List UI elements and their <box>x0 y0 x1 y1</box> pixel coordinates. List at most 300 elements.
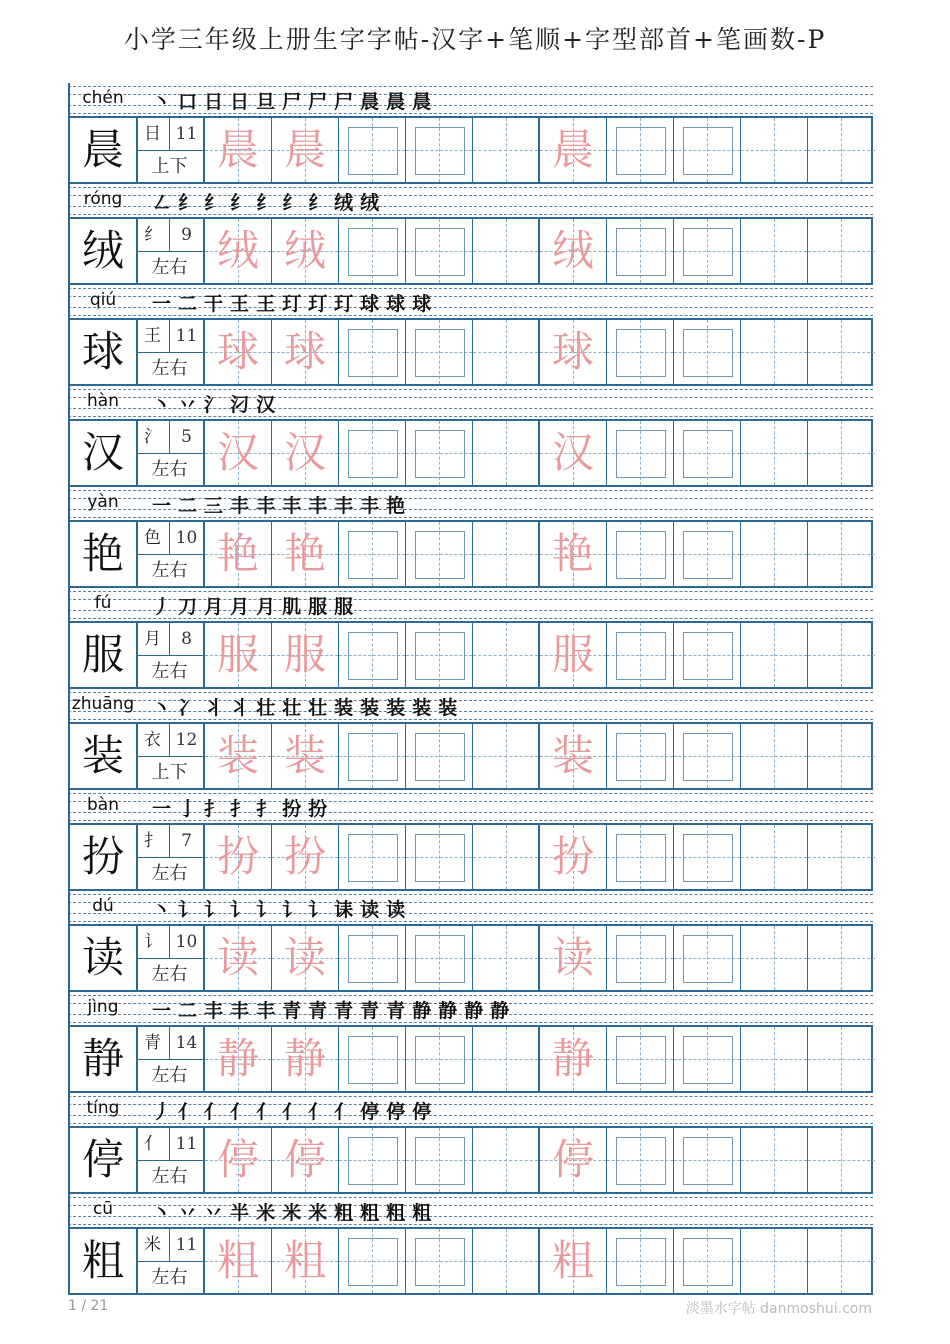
practice-cell <box>339 219 406 283</box>
practice-sheet <box>68 83 873 1295</box>
model-character: 静 <box>70 1027 138 1091</box>
stroke-step: 青 <box>360 1000 380 1022</box>
stroke-order-row <box>68 386 873 419</box>
stroke-step: 绒 <box>360 192 380 214</box>
stroke-order-row <box>68 285 873 318</box>
stroke-step: 三 <box>204 495 224 517</box>
char-entry <box>68 689 873 790</box>
practice-grid <box>68 419 873 487</box>
char-entry <box>68 386 873 487</box>
guide-line <box>506 522 507 586</box>
practice-cell <box>674 825 741 889</box>
stroke-step: 青 <box>386 1000 406 1022</box>
inner-square <box>415 430 465 478</box>
char-entry <box>68 487 873 588</box>
practice-cell <box>808 623 875 687</box>
trace-cell <box>205 1128 272 1192</box>
practice-cell <box>339 421 406 485</box>
stroke-sequence <box>152 88 438 114</box>
radical: 亻 <box>136 1128 170 1161</box>
trace-character: 停 <box>283 1135 326 1184</box>
radical: 讠 <box>136 926 170 959</box>
inner-square <box>616 632 666 680</box>
guide-line <box>506 724 507 788</box>
trace-cell <box>205 219 272 283</box>
inner-square <box>348 1036 398 1084</box>
stroke-step: 尸 <box>308 91 328 113</box>
trace-cell <box>540 825 607 889</box>
stroke-step: 丶 <box>152 697 172 719</box>
pinyin-box <box>68 992 134 1025</box>
stroke-step: 讠 <box>178 899 198 921</box>
practice-cell <box>406 1027 473 1091</box>
practice-cell <box>339 926 406 990</box>
practice-cell <box>741 1229 808 1293</box>
stroke-step: 亻 <box>282 1101 302 1123</box>
practice-cell <box>674 522 741 586</box>
stroke-count: 12 <box>170 724 203 757</box>
stroke-step: 王 <box>256 293 276 315</box>
guide-line <box>506 825 507 889</box>
practice-cell <box>406 522 473 586</box>
stroke-step: 晨 <box>412 91 432 113</box>
trace-cell <box>272 825 339 889</box>
trace-character: 晨 <box>283 125 326 174</box>
stroke-step: 艳 <box>386 495 406 517</box>
stroke-step: 讠 <box>204 899 224 921</box>
practice-cell <box>339 825 406 889</box>
trace-cell <box>205 1229 272 1293</box>
stroke-step: 丰 <box>360 495 380 517</box>
stroke-step: 旦 <box>256 91 276 113</box>
stroke-step: 服 <box>308 596 328 618</box>
stroke-step: 亻 <box>256 1101 276 1123</box>
inner-square <box>683 1036 733 1084</box>
practice-cell <box>741 623 808 687</box>
practice-cell <box>808 219 875 283</box>
inner-square <box>348 531 398 579</box>
stroke-count: 11 <box>170 1128 203 1161</box>
practice-cell <box>808 320 875 384</box>
radical: 色 <box>136 522 170 555</box>
practice-cell <box>741 522 808 586</box>
practice-cell <box>473 724 540 788</box>
model-character: 扮 <box>70 825 138 889</box>
stroke-step: 停 <box>360 1101 380 1123</box>
practice-cell <box>607 219 674 283</box>
stroke-count: 9 <box>170 219 203 252</box>
inner-square <box>616 430 666 478</box>
trace-character: 服 <box>283 630 326 679</box>
practice-cell <box>741 118 808 182</box>
radical: 氵 <box>136 421 170 454</box>
guide-line <box>774 825 775 889</box>
inner-square <box>683 430 733 478</box>
practice-cell <box>674 623 741 687</box>
practice-cell <box>406 320 473 384</box>
practice-cell <box>607 522 674 586</box>
stroke-order-row <box>68 689 873 722</box>
practice-cell <box>741 320 808 384</box>
inner-square <box>415 733 465 781</box>
model-character: 球 <box>70 320 138 384</box>
guide-line <box>506 623 507 687</box>
trace-character: 装 <box>551 731 594 780</box>
stroke-step: 丷 <box>204 1202 224 1224</box>
stroke-sequence <box>152 391 282 417</box>
guide-line <box>774 1229 775 1293</box>
guide-line <box>506 118 507 182</box>
trace-cell <box>205 522 272 586</box>
trace-cell <box>540 522 607 586</box>
guide-line <box>841 1027 842 1091</box>
stroke-sequence <box>152 492 412 518</box>
guide-line <box>774 1027 775 1091</box>
inner-square <box>616 228 666 276</box>
stroke-step: 一 <box>152 1000 172 1022</box>
practice-cell <box>808 421 875 485</box>
stroke-step: 青 <box>308 1000 328 1022</box>
stroke-step: 静 <box>464 1000 484 1022</box>
practice-cell <box>473 926 540 990</box>
guide-line <box>774 1128 775 1192</box>
guide-line <box>506 1229 507 1293</box>
inner-square <box>683 531 733 579</box>
practice-cell <box>808 926 875 990</box>
trace-character: 停 <box>551 1135 594 1184</box>
inner-square <box>683 834 733 882</box>
practice-cell <box>339 320 406 384</box>
char-entry <box>68 891 873 992</box>
char-entry <box>68 992 873 1093</box>
trace-character: 球 <box>216 327 259 376</box>
trace-character: 绒 <box>551 226 594 275</box>
inner-square <box>348 1238 398 1286</box>
model-character: 服 <box>70 623 138 687</box>
stroke-order-row <box>68 487 873 520</box>
stroke-step: 扮 <box>282 798 302 820</box>
brand-watermark: 淡墨水字帖 danmoshui.com <box>685 1301 872 1317</box>
practice-grid <box>68 621 873 689</box>
stroke-step: 讠 <box>308 899 328 921</box>
trace-character: 艳 <box>551 529 594 578</box>
stroke-step: 装 <box>386 697 406 719</box>
guide-line <box>841 219 842 283</box>
stroke-step: 晨 <box>386 91 406 113</box>
stroke-step: 月 <box>230 596 250 618</box>
practice-cell <box>607 320 674 384</box>
practice-grid <box>68 722 873 790</box>
char-structure: 左右 <box>151 459 188 480</box>
trace-character: 粗 <box>551 1236 594 1285</box>
stroke-step: 丷 <box>178 394 198 416</box>
stroke-sequence <box>152 694 464 720</box>
stroke-step: 玎 <box>334 293 354 315</box>
stroke-step: 米 <box>282 1202 302 1224</box>
trace-cell <box>205 421 272 485</box>
guide-line <box>841 320 842 384</box>
inner-square <box>616 1137 666 1185</box>
trace-character: 读 <box>216 933 259 982</box>
stroke-step: 汈 <box>230 394 250 416</box>
stroke-step: 纟 <box>178 192 198 214</box>
inner-square <box>348 834 398 882</box>
practice-cell <box>674 421 741 485</box>
inner-square <box>348 632 398 680</box>
stroke-step: 王 <box>230 293 250 315</box>
trace-cell <box>272 118 339 182</box>
stroke-step: 停 <box>412 1101 432 1123</box>
trace-cell <box>540 118 607 182</box>
stroke-step: ㇜ <box>152 192 172 214</box>
stroke-order-row <box>68 83 873 116</box>
practice-cell <box>808 724 875 788</box>
practice-cell <box>741 421 808 485</box>
pinyin-box <box>68 285 134 318</box>
trace-character: 静 <box>216 1034 259 1083</box>
practice-cell <box>607 118 674 182</box>
model-character: 晨 <box>70 118 138 182</box>
stroke-step: 一 <box>152 293 172 315</box>
trace-character: 绒 <box>216 226 259 275</box>
stroke-step: 丿 <box>152 596 172 618</box>
trace-character: 扮 <box>283 832 326 881</box>
trace-character: 晨 <box>551 125 594 174</box>
char-structure: 左右 <box>151 1166 188 1187</box>
stroke-step: 绒 <box>334 192 354 214</box>
stroke-count: 10 <box>170 926 203 959</box>
practice-cell <box>741 219 808 283</box>
trace-character: 汉 <box>551 428 594 477</box>
inner-square <box>415 1137 465 1185</box>
stroke-step: 日 <box>230 91 250 113</box>
practice-cell <box>674 219 741 283</box>
guide-line <box>841 1128 842 1192</box>
pinyin: yàn <box>87 492 119 512</box>
radical: 米 <box>136 1229 170 1262</box>
stroke-step: 静 <box>490 1000 510 1022</box>
guide-line <box>774 320 775 384</box>
guide-line <box>506 1128 507 1192</box>
model-character: 艳 <box>70 522 138 586</box>
practice-cell <box>808 825 875 889</box>
trace-character: 球 <box>283 327 326 376</box>
stroke-step: 汉 <box>256 394 276 416</box>
stroke-step: 亻 <box>230 1101 250 1123</box>
stroke-step: 壮 <box>282 697 302 719</box>
stroke-step: 读 <box>386 899 406 921</box>
stroke-step: 丬 <box>230 697 250 719</box>
practice-cell <box>674 1128 741 1192</box>
practice-cell <box>339 1229 406 1293</box>
pinyin-box <box>68 487 134 520</box>
stroke-step: 服 <box>334 596 354 618</box>
practice-cell <box>674 724 741 788</box>
stroke-step: 壮 <box>308 697 328 719</box>
guide-line <box>506 926 507 990</box>
practice-cell <box>741 825 808 889</box>
practice-cell <box>741 1027 808 1091</box>
stroke-step: 粗 <box>386 1202 406 1224</box>
radical: 青 <box>136 1027 170 1060</box>
pinyin-box <box>68 891 134 924</box>
practice-cell <box>406 421 473 485</box>
stroke-step: 亻 <box>334 1101 354 1123</box>
trace-character: 绒 <box>283 226 326 275</box>
trace-cell <box>272 320 339 384</box>
practice-cell <box>808 1027 875 1091</box>
guide-line <box>506 1027 507 1091</box>
inner-square <box>616 329 666 377</box>
inner-square <box>683 228 733 276</box>
stroke-step: 装 <box>412 697 432 719</box>
trace-cell <box>540 320 607 384</box>
stroke-step: 丰 <box>256 495 276 517</box>
inner-square <box>415 228 465 276</box>
stroke-count: 10 <box>170 522 203 555</box>
pinyin: hàn <box>87 391 119 411</box>
practice-grid <box>68 520 873 588</box>
stroke-step: 扌 <box>230 798 250 820</box>
stroke-step: 丿 <box>152 1101 172 1123</box>
stroke-order-row <box>68 891 873 924</box>
guide-line <box>774 623 775 687</box>
pinyin: dú <box>92 896 114 916</box>
pinyin-box <box>68 1093 134 1126</box>
pinyin: zhuāng <box>71 694 135 714</box>
stroke-step: 丶 <box>152 394 172 416</box>
stroke-step: 丷 <box>178 1202 198 1224</box>
practice-cell <box>607 926 674 990</box>
guide-line <box>774 219 775 283</box>
stroke-step: 装 <box>334 697 354 719</box>
trace-character: 粗 <box>216 1236 259 1285</box>
stroke-order-row <box>68 1093 873 1126</box>
guide-line <box>774 724 775 788</box>
char-structure: 左右 <box>151 358 188 379</box>
trace-character: 汉 <box>283 428 326 477</box>
stroke-step: 一 <box>152 798 172 820</box>
char-structure: 左右 <box>151 257 188 278</box>
practice-cell <box>473 219 540 283</box>
practice-cell <box>473 623 540 687</box>
trace-character: 晨 <box>216 125 259 174</box>
inner-square <box>683 1137 733 1185</box>
trace-character: 读 <box>551 933 594 982</box>
pinyin-box <box>68 588 134 621</box>
stroke-step: 讠 <box>282 899 302 921</box>
inner-square <box>348 733 398 781</box>
stroke-step: 静 <box>438 1000 458 1022</box>
trace-cell <box>540 219 607 283</box>
stroke-step: 亻 <box>204 1101 224 1123</box>
practice-cell <box>473 1128 540 1192</box>
trace-cell <box>205 623 272 687</box>
stroke-step: 玎 <box>308 293 328 315</box>
practice-grid <box>68 318 873 386</box>
practice-cell <box>674 320 741 384</box>
practice-cell <box>473 1027 540 1091</box>
practice-grid <box>68 217 873 285</box>
stroke-step: 一 <box>152 495 172 517</box>
char-entry <box>68 1093 873 1194</box>
stroke-sequence <box>152 290 438 316</box>
inner-square <box>348 430 398 478</box>
pinyin: qiú <box>89 290 117 310</box>
inner-square <box>616 531 666 579</box>
inner-square <box>616 1036 666 1084</box>
practice-cell <box>339 1027 406 1091</box>
practice-cell <box>607 1128 674 1192</box>
guide-line <box>506 320 507 384</box>
trace-character: 艳 <box>283 529 326 578</box>
char-structure: 左右 <box>151 1267 188 1288</box>
stroke-step: 装 <box>438 697 458 719</box>
trace-cell <box>205 926 272 990</box>
inner-square <box>683 329 733 377</box>
practice-cell <box>339 118 406 182</box>
inner-square <box>616 935 666 983</box>
guide-line <box>841 926 842 990</box>
practice-cell <box>741 926 808 990</box>
char-info <box>136 825 205 889</box>
trace-cell <box>205 724 272 788</box>
practice-cell <box>406 623 473 687</box>
stroke-sequence <box>152 997 516 1023</box>
stroke-step: 晨 <box>360 91 380 113</box>
practice-cell <box>406 118 473 182</box>
trace-character: 球 <box>551 327 594 376</box>
inner-square <box>415 1238 465 1286</box>
char-entry <box>68 83 873 184</box>
stroke-sequence <box>152 1098 438 1124</box>
stroke-step: 纟 <box>204 192 224 214</box>
practice-grid <box>68 116 873 184</box>
char-info <box>136 421 205 485</box>
char-structure: 左右 <box>151 1065 188 1086</box>
stroke-step: 玎 <box>282 293 302 315</box>
pinyin-box <box>68 184 134 217</box>
practice-cell <box>674 118 741 182</box>
practice-cell <box>473 118 540 182</box>
trace-character: 粗 <box>283 1236 326 1285</box>
model-character: 绒 <box>70 219 138 283</box>
practice-cell <box>406 825 473 889</box>
stroke-step: 青 <box>282 1000 302 1022</box>
char-info <box>136 926 205 990</box>
inner-square <box>415 531 465 579</box>
practice-cell <box>339 1128 406 1192</box>
pinyin: fú <box>94 593 112 613</box>
trace-cell <box>272 1229 339 1293</box>
stroke-step: 读 <box>360 899 380 921</box>
inner-square <box>616 127 666 175</box>
practice-cell <box>674 1027 741 1091</box>
stroke-step: 干 <box>204 293 224 315</box>
char-entry <box>68 184 873 285</box>
stroke-step: 纟 <box>256 192 276 214</box>
char-structure: 左右 <box>151 863 188 884</box>
stroke-step: 肌 <box>282 596 302 618</box>
char-structure: 左右 <box>151 661 188 682</box>
trace-cell <box>540 421 607 485</box>
char-info <box>136 724 205 788</box>
practice-grid <box>68 1025 873 1093</box>
trace-character: 汉 <box>216 428 259 477</box>
stroke-count: 8 <box>170 623 203 656</box>
inner-square <box>348 228 398 276</box>
radical: 日 <box>136 118 170 151</box>
